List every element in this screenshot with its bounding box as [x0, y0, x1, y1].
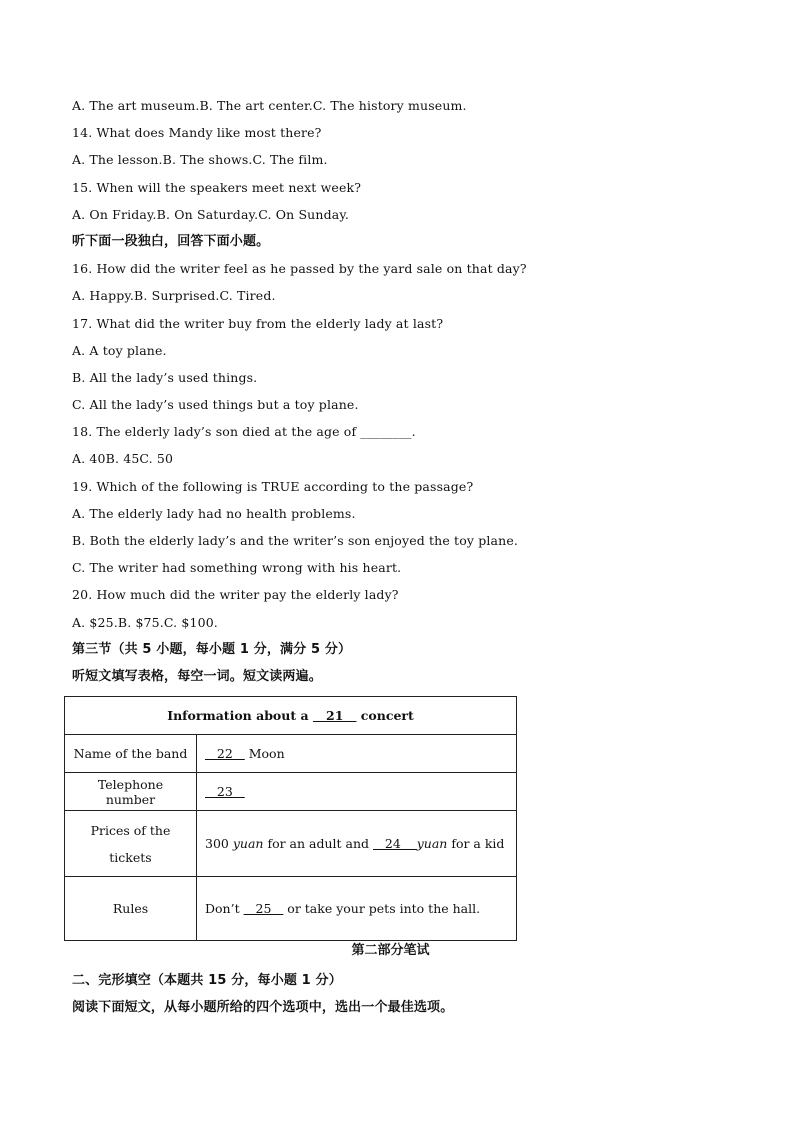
question-17: 17. What did the writer buy from the elderly lady at last?: [72, 315, 444, 331]
row-value-telephone: [197, 773, 517, 811]
question-19-option-c: C. The writer had something wrong with his heart.: [72, 560, 402, 576]
document-page: [72, 92, 732, 1022]
question-20: 20. How much did the writer pay the elderly lady?: [72, 587, 399, 603]
question-14-options: A. The lesson.B. The shows.C. The film.: [72, 152, 328, 168]
question-17-option-c: C. All the lady’s used things but a toy plane.: [72, 397, 359, 413]
row-value-rules: [197, 877, 517, 941]
table-row: [65, 735, 517, 773]
blank-23: 23: [205, 784, 245, 800]
row-label-telephone: Telephone number: [65, 773, 197, 811]
question-17-option-a: A. A toy plane.: [72, 342, 167, 358]
band-suffix: Moon: [244, 746, 285, 762]
header-prefix: Information about a: [167, 708, 313, 724]
question-14: 14. What does Mandy like most there?: [72, 125, 322, 141]
question-16: 16. How did the writer feel as he passed by the yard sale on that day?: [72, 261, 527, 277]
header-suffix: concert: [356, 708, 414, 724]
blank-21: 21: [312, 708, 357, 724]
table-row: [65, 877, 517, 941]
section-3-instruction: 听短文填写表格，每空一词。短文读两遍。: [72, 668, 322, 684]
row-label-band: Name of the band: [65, 735, 197, 773]
blank-24: 24: [373, 836, 417, 852]
section-2-title: 二、完形填空（本题共 15 分，每小题 1 分）: [72, 973, 342, 989]
table-header: [65, 697, 517, 735]
question-16-options: A. Happy.B. Surprised.C. Tired.: [72, 288, 276, 304]
question-20-options: A. $25.B. $75.C. $100.: [72, 614, 218, 630]
question-18: 18. The elderly lady’s son died at the age of ________.: [72, 424, 416, 440]
rules-part2: or take your pets into the hall.: [283, 901, 481, 917]
row-label-prices: Prices of the tickets: [65, 811, 197, 877]
question-19: 19. Which of the following is TRUE according to the passage?: [72, 478, 474, 494]
question-19-option-a: A. The elderly lady had no health problems.: [72, 505, 356, 521]
blank-22: 22: [205, 746, 245, 762]
question-17-option-b: B. All the lady’s used things.: [72, 369, 258, 385]
blank-25: 25: [243, 901, 284, 917]
price-part1: 300: [205, 836, 233, 852]
part-two-title: 第二部分笔试: [351, 943, 430, 959]
question-19-option-b: B. Both the elderly lady’s and the writer’s son enjoyed the toy plane.: [72, 533, 519, 548]
concert-info-table: [64, 696, 517, 941]
price-part2: for an adult and: [263, 836, 373, 852]
question-15-options: A. On Friday.B. On Saturday.C. On Sunday.: [72, 206, 349, 222]
rules-part1: Don’t: [205, 901, 244, 917]
row-label-rules: Rules: [65, 877, 197, 941]
price-yuan: yuan: [232, 836, 264, 852]
monologue-instruction: 听下面一段独白，回答下面小题。: [72, 233, 270, 249]
row-value-band: [197, 735, 517, 773]
question-18-options: A. 40B. 45C. 50: [72, 451, 174, 467]
section-3-title: 第三节（共 5 小题，每小题 1 分，满分 5 分）: [72, 641, 352, 657]
price-part3: for a kid: [447, 836, 505, 852]
price-yuan-2: yuan: [416, 836, 448, 852]
question-13-options: A. The art museum.B. The art center.C. The history museum.: [72, 98, 467, 113]
question-15: 15. When will the speakers meet next week?: [72, 179, 362, 195]
row-value-prices: [197, 811, 517, 877]
section-2-instruction: 阅读下面短文，从每小题所给的四个选项中，选出一个最佳选项。: [72, 1000, 454, 1016]
table-row: [65, 773, 517, 811]
table-row: [65, 811, 517, 877]
